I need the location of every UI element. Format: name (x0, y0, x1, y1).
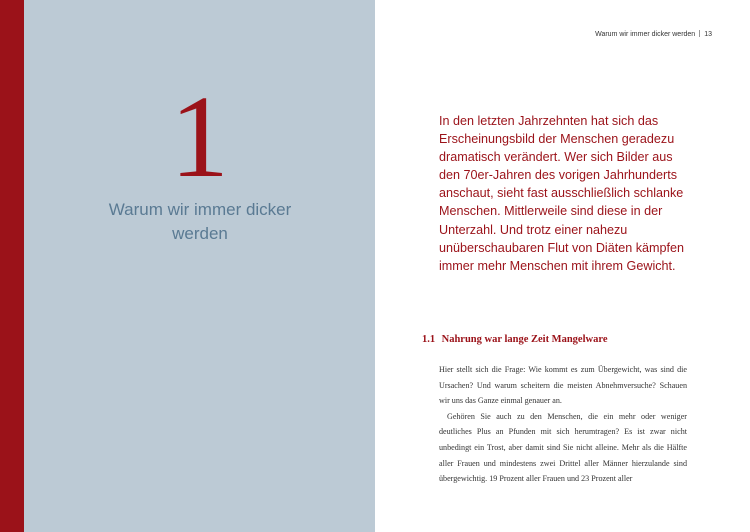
chapter-number: 1 (170, 71, 229, 202)
chapter-intro: In den letzten Jahrzehnten hat sich das Erscheinungsbild der Menschen geradezu dramatisch verändert. Wer sich Bilder aus den 70er-Jahren des vorigen Jahrhunderts anschaut, sieht fast ausschließlich schlanke Menschen. Mittlerweile sind diese in der Unterzahl. Und trotz einer nahezu unüberschaubaren Flut von Diäten kämpfen immer mehr Menschen mit ihrem Gewicht. (439, 114, 685, 273)
chapter-color-band (0, 0, 24, 532)
section-number: 1.1 (422, 334, 436, 345)
body-text (439, 362, 687, 487)
body-paragraph: Gehören Sie auch zu den Menschen, die ein mehr oder weniger deutliches Plus an Pfunden mit sich herumtragen? Es ist zwar nicht unbedingt ein Trost, aber damit sind Sie nicht alleine. Mehr als die Hälfte aller Frauen und mindestens zwei Drittel aller Männer hierzulande sind übergewichtig. 19 Prozent aller Frauen und 23 Prozent aller (439, 411, 687, 484)
section-title: Nahrung war lange Zeit Mangelware (441, 334, 608, 345)
running-header (595, 30, 712, 38)
chapter-title: Warum wir immer dicker werden (108, 200, 292, 243)
section-heading (422, 334, 607, 345)
running-header-title: Warum wir immer dicker werden (595, 31, 696, 38)
header-divider (699, 30, 700, 37)
body-paragraph: Hier stellt sich die Frage: Wie kommt es zum Übergewicht, was sind die Ursachen? Und warum scheitern die meisten Abnehmversuche? Schauen wir uns das Ganze einmal genauer an. (439, 365, 687, 406)
page-number: 13 (704, 31, 712, 38)
